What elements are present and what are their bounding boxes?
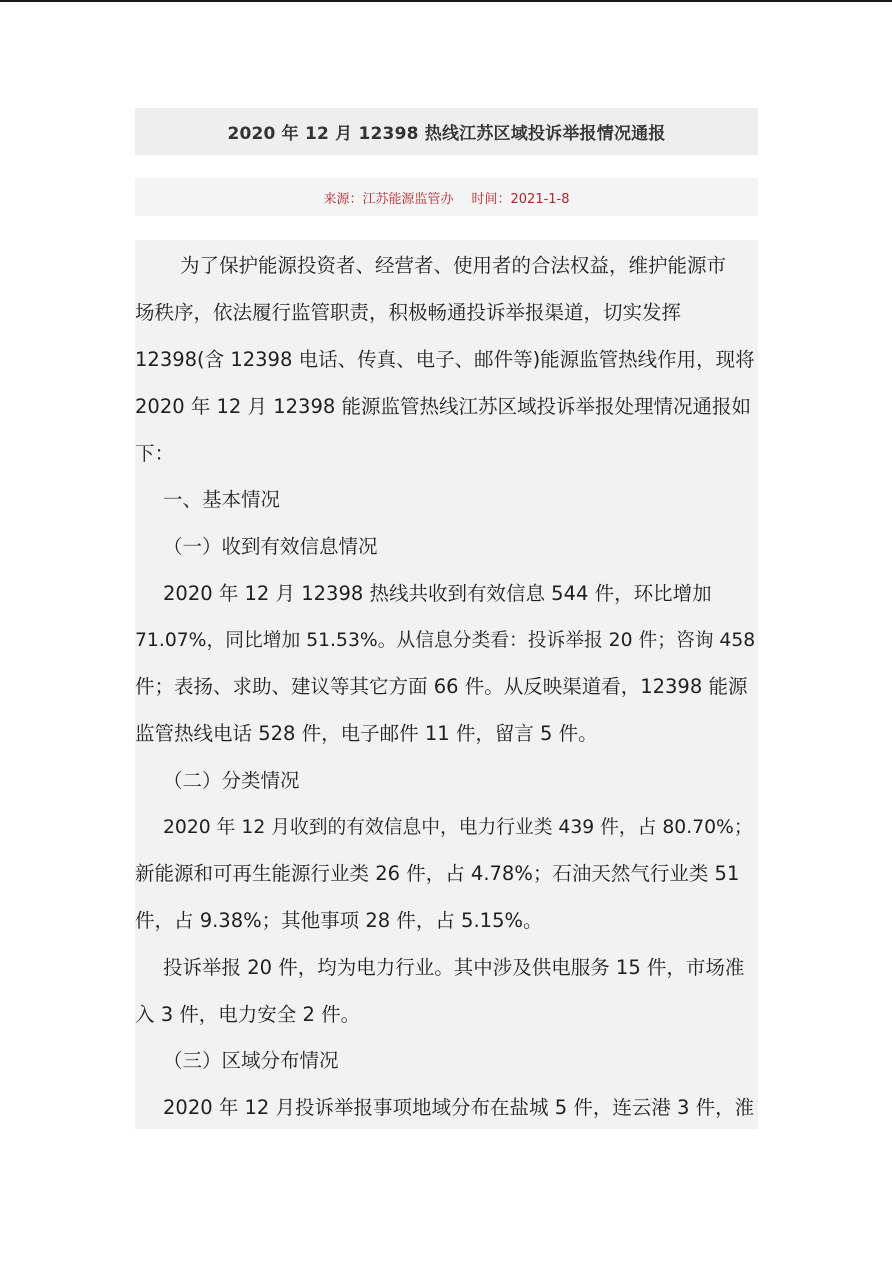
body-line: 新能源和可再生能源行业类 26 件，占 4.78%；石油天然气行业类 51 (135, 862, 740, 885)
body-line: 件；表扬、求助、建议等其它方面 66 件。从反映渠道看，12398 能源 (135, 675, 748, 698)
body-line: 入 3 件，电力安全 2 件。 (135, 1003, 361, 1026)
body-line: 2020 年 12 月投诉举报事项地域分布在盐城 5 件，连云港 3 件，淮 (163, 1096, 755, 1119)
body-line: 2020 年 12 月 12398 热线共收到有效信息 544 件，环比增加 (163, 582, 712, 605)
document-body (135, 240, 758, 1129)
body-line: 71.07%，同比增加 51.53%。从信息分类看：投诉举报 20 件；咨询 458 (135, 630, 756, 651)
subsection-heading: （二）分类情况 (163, 769, 300, 792)
document-meta-bar (135, 178, 758, 216)
body-line: 下： (135, 442, 175, 465)
page-top-border (0, 0, 892, 2)
body-line: 为了保护能源投资者、经营者、使用者的合法权益，维护能源市 (180, 254, 727, 277)
body-line: 场秩序，依法履行监管职责，积极畅通投诉举报渠道，切实发挥 (135, 301, 682, 324)
document-date: 时间：2021-1-8 (471, 191, 570, 207)
subsection-heading: （三）区域分布情况 (163, 1049, 339, 1072)
body-line: 投诉举报 20 件，均为电力行业。其中涉及供电服务 15 件，市场准 (163, 956, 745, 979)
body-line: 2020 年 12 月 12398 能源监管热线江苏区域投诉举报处理情况通报如 (135, 395, 751, 418)
body-line: 监管热线电话 528 件，电子邮件 11 件，留言 5 件。 (135, 722, 598, 745)
body-line: 2020 年 12 月收到的有效信息中，电力行业类 439 件，占 80.70%； (163, 817, 753, 838)
document-title-bar (135, 108, 758, 155)
body-line: 件，占 9.38%；其他事项 28 件，占 5.15%。 (135, 909, 543, 932)
subsection-heading: （一）收到有效信息情况 (163, 535, 378, 558)
section-heading: 一、基本情况 (163, 488, 281, 511)
body-line: 12398(含 12398 电话、传真、电子、邮件等)能源监管热线作用，现将 (135, 348, 755, 371)
document-title: 2020 年 12 月 12398 热线江苏区域投诉举报情况通报 (227, 124, 666, 144)
document-source: 来源：江苏能源监管办 (323, 191, 454, 207)
